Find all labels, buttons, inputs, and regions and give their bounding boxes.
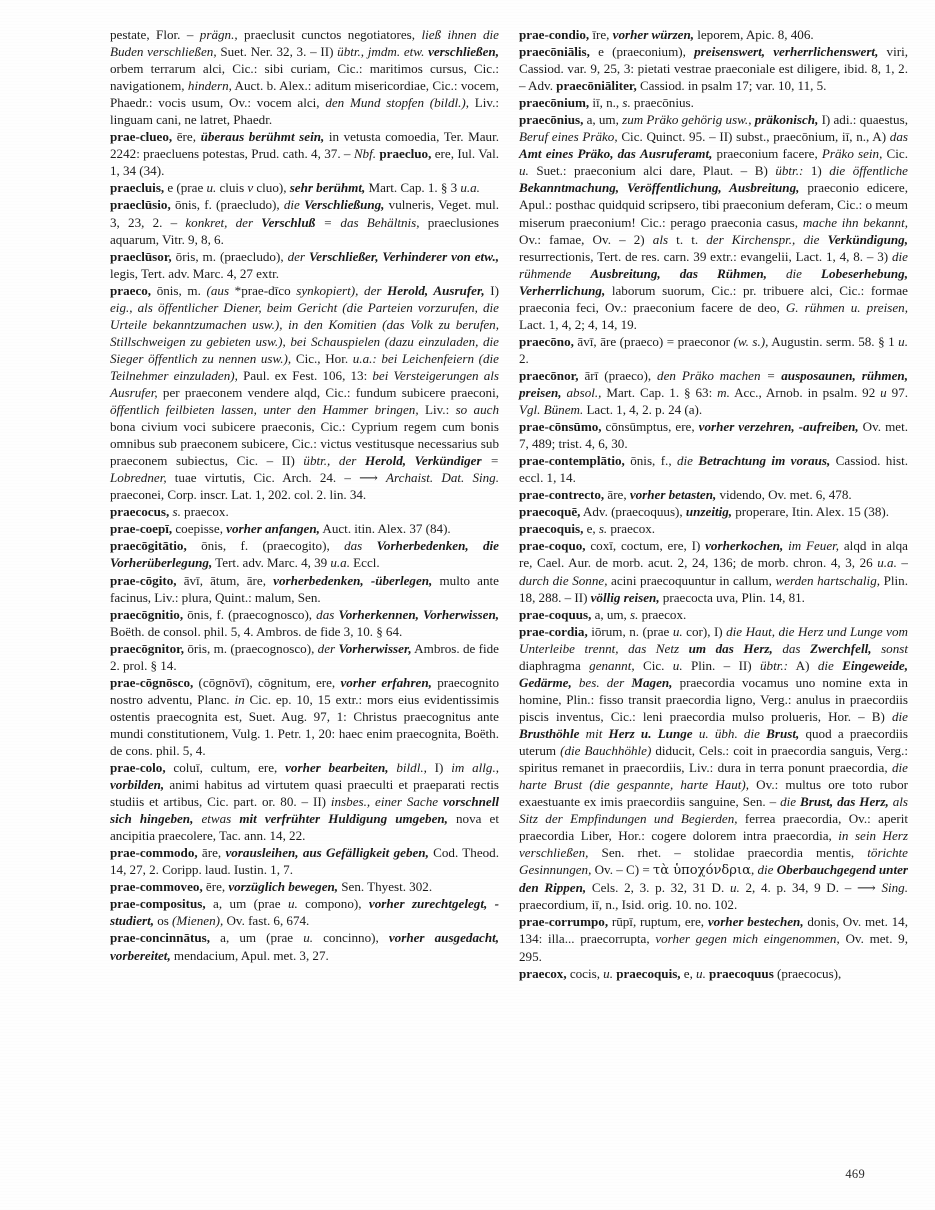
dictionary-entry: praecoquis, e, s. praecox. <box>519 521 656 537</box>
dictionary-entry: prae-coquus, a, um, s. praecox. <box>519 606 687 622</box>
right-column <box>519 26 908 982</box>
dictionary-entry: prae-commodo, āre, vorausleihen, aus Gefälligkeit geben, Cod. Theod. 14, 27, 2. Coripp. laud. Iustin. 1, 7. <box>110 845 499 878</box>
dictionary-entry: praeco, ōnis, m. (aus *prae-dīco synkopiert), der Herold, Ausrufer, I) eig., als öffentlicher Diener, beim Gericht (die Parteien vorzurufen, die Urteile bekanntzumachen usw.), in den Komitien (das Volk zu berufen, Stillschweigen zu gebieten usw.), bei Schauspielen (dazu einzuladen, die Sieger öffentlich zu nennen usw.), Cic., Hor. u.a.: bei Leichenfeiern (die Teilnehmer einzuladen), Paul. ex Fest. 106, 13: bei Versteigerungen als Ausrufer, per praeconem vendere alqd, Cic.: fundum subicere praeconi, öffentlich feilbieten lassen, unter den Hammer bringen, Liv.: so auch bona civium voci subicere praeconis, Cic.: Cyprium regem cum bonis omnibus sub praeconem subicere, Cic.: victus vestitusque necessarius sub praeconem subiectus, Cic. – II) übtr., der Herold, Verkündiger = Lobredner, tuae virtutis, Cic. Arch. 24. – ⟶ Archaist. Dat. Sing. praeconei, Corp. inscr. Lat. 1, 202. col. 2. lin. 34. <box>110 282 500 503</box>
dictionary-entry: prae-cordia, iōrum, n. (prae u. cor), I) die Haut, die Herz und Lunge vom Unterleibe trennt, das Netz um das Herz, das Zwerchfell, sonst diaphragma genannt, Cic. u. Plin. – II) übtr.: A) die Eingeweide, Gedärme, bes. der Magen, praecordia vocamus uno nomine exta in homine, Plin.: fisso transit praecordia ligno, Verg.: anulus in praecordiis piscis inventus, Cic.: leni praecordia mulso prolueris, Hor. – B) die Brusthöhle mit Herz u. Lunge u. übh. die Brust, quod a praecordiis uterum (die Bauchhöhle) diducit, Cels.: coit in praecordia sanguis, Verg.: spiritus remanet in praecordiis, Liv.: dura in terra ponunt praecordia, die harte Brust (die gespannte, harte Haut), Ov.: multus ore toto rubor exaestuante ex imis praecordiis sanguine, Sen. – die Brust, das Herz, als Sitz der Empfindungen und Begierden, ferrea praecordia, Ov.: aperit praecordia Liber, Hor.: cogere dolorem intra praecordia, in sein Herz verschließen, Sen. rhet. – stolidae praecordia mentis, törichte Gesinnungen, Ov. – C) = τὰ ὑποχόνδρια, die Oberbauchgegend unter den Rippen, Cels. 2, 3. p. 32, 31 D. u. 2, 4. p. 34, 9 D. – ⟶ Sing. praecordium, iī, n., Isid. orig. 10. no. 102. <box>519 623 909 913</box>
dictionary-entry: prae-cōnsūmo, cōnsūmptus, ere, vorher verzehren, -aufreiben, Ov. met. 7, 489; trist. 4, 6, 30. <box>519 419 908 452</box>
dictionary-entry: praecōnius, a, um, zum Präko gehörig usw., präkonisch, I) adi.: quaestus, Beruf eines Präko, Cic. Quinct. 95. – II) subst., praecōnium, iī, n., A) das Amt eines Präko, das Ausruferamt, praeconium facere, Präko sein, Cic. u. Suet.: praeconium alci dare, Plaut. – B) übtr.: 1) die öffentliche Bekanntmachung, Veröffentlichung, Ausbreitung, praeconio edicere, Apul.: posthac quidquid scripsero, tibi praeconium deferam, Cic.: o meum miserum praeconium! Cic.: perago praeconia casus, mache ihn bekannt, Ov.: famae, Ov. – 2) als t. t. der Kirchenspr., die Verkündigung, resurrectionis, Tert. de res. carn. 39 extr.: evangelii, Lact. 1, 4, 8. – 3) die rühmende Ausbreitung, das Rühmen, die Lobeserhebung, Verherrlichung, laborum suorum, Cic.: pr. tribuere alci, Cic.: formae praeconia feci, Ov.: praeconium facere de deo, G. rühmen u. preisen, Lact. 1, 4, 2; 4, 14, 19. <box>519 112 908 332</box>
dictionary-entry: prae-cōgito, āvī, ātum, āre, vorherbedenken, -überlegen, multo ante facinus, Liv.: plura, Quint.: malum, Sen. <box>110 572 499 605</box>
dictionary-entry: praecōgnitor, ōris, m. (praecognosco), der Vorherwisser, Ambros. de fide 2. prol. § 14. <box>110 640 499 673</box>
dictionary-entry: prae-compositus, a, um (prae u. compono), vorher zurechtgelegt, -studiert, os (Mienen), Ov. fast. 6, 674. <box>110 896 499 929</box>
dictionary-entry: praecōnor, ārī (praeco), den Präko machen = ausposaunen, rühmen, preisen, absol., Mart. Cap. 1. § 63: m. Acc., Arnob. in psalm. 92 u 97. Vgl. Bünem. Lact. 1, 4, 2. p. 24 (a). <box>519 367 909 418</box>
dictionary-entry: prae-condio, īre, vorher würzen, leporem, Apic. 8, 406. <box>519 27 814 42</box>
dictionary-entry: prae-concinnātus, a, um (prae u. concinno), vorher ausgedacht, vorbereitet, mendacium, Apul. met. 3, 27. <box>110 930 500 963</box>
dictionary-entry: prae-contrecto, āre, vorher betasten, videndo, Ov. met. 6, 478. <box>519 487 852 503</box>
dictionary-entry: pestate, Flor. – prägn., praeclusit cunctos negotiatores, ließ ihnen die Buden verschließen, Suet. Ner. 32, 3. – II) übtr., jmdm. etw. verschließen, orbem terrarum alci, Cic.: sibi curiam, Cic.: maritimos cursus, Cic.: navigationem, hindern, Auct. b. Alex.: aditum misericordiae, Cic.: vocem, Phaedr.: vocis usum, Ov.: vocem alci, den Mund stopfen (bildl.), Liv.: linguam cani, ne latret, Phaedr. <box>110 27 500 128</box>
dictionary-entry: prae-coepī, coepisse, vorher anfangen, Auct. itin. Alex. 37 (84). <box>110 521 451 537</box>
dictionary-entry: praeclūsor, ōris, m. (praecludo), der Verschließer, Verhinderer von etw., legis, Tert. adv. Marc. 4, 27 extr. <box>110 248 499 281</box>
two-column-text-body <box>110 26 916 982</box>
dictionary-entry: prae-commoveo, ēre, vorzüglich bewegen, Sen. Thyest. 302. <box>110 879 433 895</box>
dictionary-entry: prae-cōgnōsco, (cōgnōvī), cōgnitum, ere, vorher erfahren, praecognito nostro adventu, Planc. in Cic. ep. 10, 15 extr.: mors eius evidentissimis ostentis praecognita est, Suet. Aug. 97, 1: Christus praecognitus ante mundi constitutionem, Vulg. 1. Petr. 1, 20: haec enim praecognita, Boëth. de cons. phil. 5, 4. <box>110 674 500 758</box>
dictionary-entry: praecluis, e (prae u. cluis v cluo), sehr berühmt, Mart. Cap. 1. § 3 u.a. <box>110 180 480 196</box>
dictionary-entry: praecōgnitio, ōnis, f. (praecognosco), das Vorherkennen, Vorherwissen, Boëth. de consol. phil. 5, 4. Ambros. de fide 3, 10. § 64. <box>110 606 499 639</box>
dictionary-entry: praecōniālis, e (praeconium), preisenswert, verherrlichenswert, viri, Cassiod. var. 9, 25, 3: pietati vestrae praeconiale est diligere, ibid. 8, 1, 2. – Adv. praecōniāliter, Cassiod. in psalm 17; var. 10, 11, 5. <box>519 44 908 94</box>
dictionary-entry: praecōno, āvī, āre (praeco) = praeconor (w. s.), Augustin. serm. 58. § 1 u. 2. <box>519 333 908 366</box>
dictionary-entry: praecox, cocis, u. praecoquis, e, u. praecoquus (praecocus), <box>519 965 842 981</box>
left-column <box>110 26 499 982</box>
dictionary-entry: praecocus, s. praecox. <box>110 504 229 520</box>
dictionary-entry: prae-corrumpo, rūpī, ruptum, ere, vorher bestechen, donis, Ov. met. 14, 134: illa... praecorrupta, vorher gegen mich eingenommen, Ov. met. 9, 295. <box>519 914 908 964</box>
dictionary-entry: prae-clueo, ēre, überaus berühmt sein, in vetusta comoedia, Ter. Maur. 2242: praecluens potestas, Prud. cath. 4, 37. – Nbf. praecluo, ere, Iul. Val. 1, 34 (34). <box>110 129 499 179</box>
dictionary-entry: praecōnium, iī, n., s. praecōnius. <box>519 95 694 111</box>
dictionary-entry: praecōgitātio, ōnis, f. (praecogito), das Vorherbedenken, die Vorherüberlegung, Tert. adv. Marc. 4, 39 u.a. Eccl. <box>110 538 499 571</box>
dictionary-entry: prae-colo, coluī, cultum, ere, vorher bearbeiten, bildl., I) im allg., vorbilden, animi habitus ad virtutem quasi praeculti et praeparati rectis studiis et artibus, Cic. part. or. 80. – II) insbes., einer Sache vorschnell sich hingeben, etwas mit verfrühter Huldigung umgeben, nova et ancipitia praecolere, Tac. ann. 14, 22. <box>110 760 499 844</box>
dictionary-entry: prae-coquo, coxī, coctum, ere, I) vorherkochen, im Feuer, alqd in alqa re, Cael. Aur. de morb. acut. 2, 24, 136; de morb. chron. 4, 3, 26 u.a. – durch die Sonne, acini praecoquuntur in callum, werden hartschalig, Plin. 18, 288. – II) völlig reisen, praecocta uva, Plin. 14, 81. <box>519 538 908 605</box>
dictionary-entry: praecoquē, Adv. (praecoquus), unzeitig, properare, Itin. Alex. 15 (38). <box>519 504 890 520</box>
dictionary-entry: prae-contemplātio, ōnis, f., die Betrachtung im voraus, Cassiod. hist. eccl. 1, 14. <box>519 453 908 486</box>
dictionary-entry: praeclūsio, ōnis, f. (praecludo), die Verschließung, vulneris, Veget. mul. 3, 23, 2. – konkret, der Verschluß = das Behältnis, praeclusiones aquarum, Vitr. 9, 8, 6. <box>110 197 499 247</box>
page-number: 469 <box>845 1167 865 1181</box>
